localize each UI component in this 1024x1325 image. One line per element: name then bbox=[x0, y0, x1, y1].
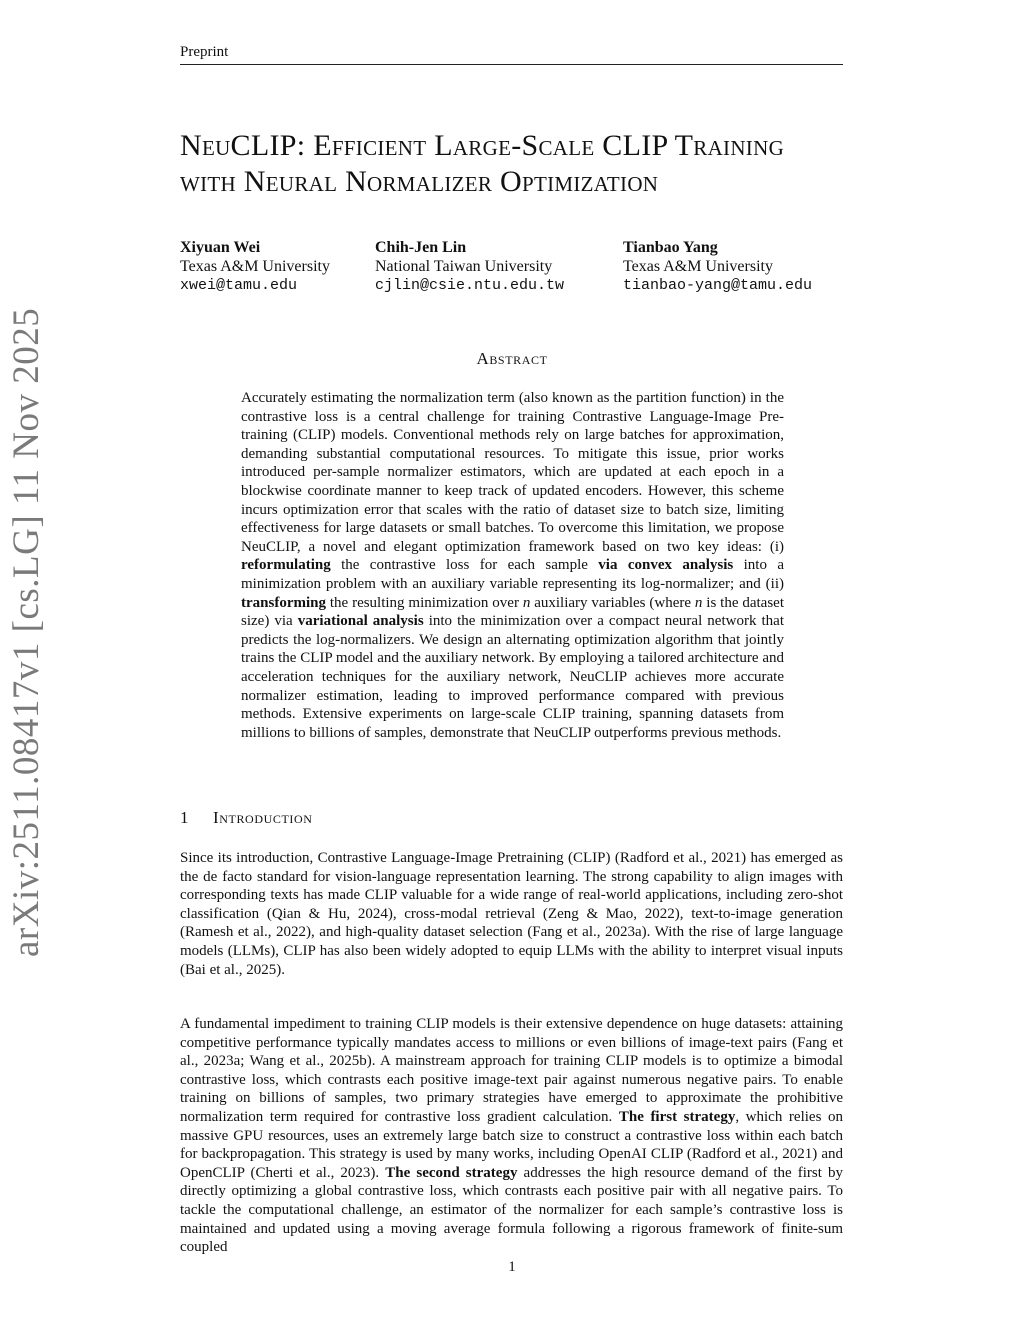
abstract-text: into a minimization problem with an auxiliary variable representing its log-normalizer; and (ii) bbox=[241, 557, 784, 592]
section-heading bbox=[180, 808, 843, 828]
abstract-text: the resulting minimization over bbox=[326, 594, 523, 611]
abstract-emphasis: transforming bbox=[241, 594, 326, 611]
author-affiliation: Texas A&M University bbox=[623, 258, 773, 275]
abstract-text: auxiliary variables (where bbox=[530, 594, 695, 611]
intro-paragraph bbox=[180, 1015, 843, 1257]
author-block bbox=[623, 238, 812, 295]
running-head: Preprint bbox=[180, 44, 843, 65]
author-affiliation: National Taiwan University bbox=[375, 258, 553, 275]
abstract-body bbox=[241, 389, 784, 742]
section-title: Introduction bbox=[213, 808, 313, 827]
intro-paragraph: Since its introduction, Contrastive Language-Image Pretraining (CLIP) (Radford et al., 2021) has emerged as the de facto standard for vision-language representation learning. The strong capability to align images with corresponding texts has made CLIP valuable for a wide range of real-world applications, including zero-shot classification (Qian & Hu, 2024), cross-modal retrieval (Zeng & Mao, 2022), text-to-image generation (Ramesh et al., 2022), and high-quality dataset selection (Fang et al., 2023a). With the rise of large language models (LLMs), CLIP has also been widely adopted to equip LLMs with the ability to interpret visual inputs (Bai et al., 2025). bbox=[180, 850, 843, 978]
paragraph-emphasis: The first strategy bbox=[618, 1108, 736, 1125]
author-block bbox=[180, 238, 330, 295]
math-variable: n bbox=[694, 594, 703, 611]
paragraph-emphasis: The second strategy bbox=[385, 1164, 518, 1181]
page-number: 1 bbox=[508, 1259, 516, 1275]
math-variable: n bbox=[522, 594, 531, 611]
abstract-emphasis: via convex analysis bbox=[598, 557, 734, 574]
author-name: Xiyuan Wei bbox=[180, 239, 261, 256]
paragraph-text: addresses the high resource demand of the first by directly optimizing a global contrastive loss, which contrasts each positive pair with all negative pairs. To tackle the computational challenge, an estimator of the normalizer for each sample’s contrastive loss is maintained and updated using a moving average formula following a rigorous framework of finite-sum coupled bbox=[180, 1164, 843, 1256]
abstract-emphasis: variational analysis bbox=[297, 613, 424, 630]
author-name: Chih-Jen Lin bbox=[375, 239, 467, 256]
abstract-heading: Abstract bbox=[476, 349, 548, 368]
abstract-text: is the dataset size) via bbox=[241, 594, 784, 630]
paragraph-text: A fundamental impediment to training CLIP models is their extensive dependence on huge datasets: attaining competitive performance typically mandates access to millions or even billions of image-text pairs (Fang et al., 2023a; Wang et al., 2025b). A mainstream approach for training CLIP models is to optimize a bimodal contrastive loss, which contrasts each positive image-text pair against numerous negative pairs. To enable training on billions of samples, two primary strategies have emerged to approximate the prohibitive normalization term required for contrastive loss gradient calculation. bbox=[180, 1016, 843, 1125]
abstract-text: Accurately estimating the normalization term (also known as the partition function) in the contrastive loss is a central challenge for training Contrastive Language-Image Pre-training (CLIP) models. Conventional methods rely on large batches for approximation, demanding substantial computational resources. To mitigate this issue, prior works introduced per-sample normalizer estimators, which are updated at each epoch in a blockwise coordinate manner to keep track of updated encoders. However, this scheme incurs optimization error that scales with the ratio of dataset size to batch size, limiting effectiveness for large datasets or small batches. To overcome this limitation, we propose NeuCLIP, a novel and elegant optimization framework based on two key ideas: (i) bbox=[241, 390, 784, 555]
author-email: xwei@tamu.edu bbox=[180, 277, 298, 294]
author-block bbox=[375, 238, 564, 295]
author-name: Tianbao Yang bbox=[623, 239, 718, 256]
arxiv-identifier-stamp: arXiv:2511.08417v1 [cs.LG] 11 Nov 2025 bbox=[6, 307, 47, 957]
abstract-emphasis: reformulating bbox=[241, 557, 331, 574]
author-affiliation: Texas A&M University bbox=[180, 258, 330, 275]
paragraph-text: , which relies on massive GPU resources, uses an extremely large batch size to construct a contrastive loss within each batch for backpropagation. This strategy is used by many works, including OpenAI CLIP (Radford et al., 2021) and OpenCLIP (Cherti et al., 2023). bbox=[180, 1108, 843, 1181]
paper-title-line-2: with Neural Normalizer Optimization bbox=[180, 165, 659, 198]
author-email: cjlin@csie.ntu.edu.tw bbox=[375, 277, 565, 294]
abstract-text: the contrastive loss for each sample bbox=[330, 557, 599, 574]
section-number: 1 bbox=[180, 808, 190, 827]
paper-title bbox=[180, 128, 860, 200]
author-email: tianbao-yang@tamu.edu bbox=[623, 277, 813, 294]
paper-title-line-1: NeuCLIP: Efficient Large-Scale CLIP Training bbox=[180, 129, 785, 162]
abstract-text: into the minimization over a compact neural network that predicts the log-normalizers. We design an alternating optimization algorithm that jointly trains the CLIP model and the auxiliary network. By employing a tailored architecture and acceleration techniques for the auxiliary network, NeuCLIP achieves more accurate normalizer estimation, leading to improved performance compared with previous methods. Extensive experiments on large-scale CLIP training, spanning datasets from millions to billions of samples, demonstrate that NeuCLIP outperforms previous methods. bbox=[241, 613, 785, 741]
